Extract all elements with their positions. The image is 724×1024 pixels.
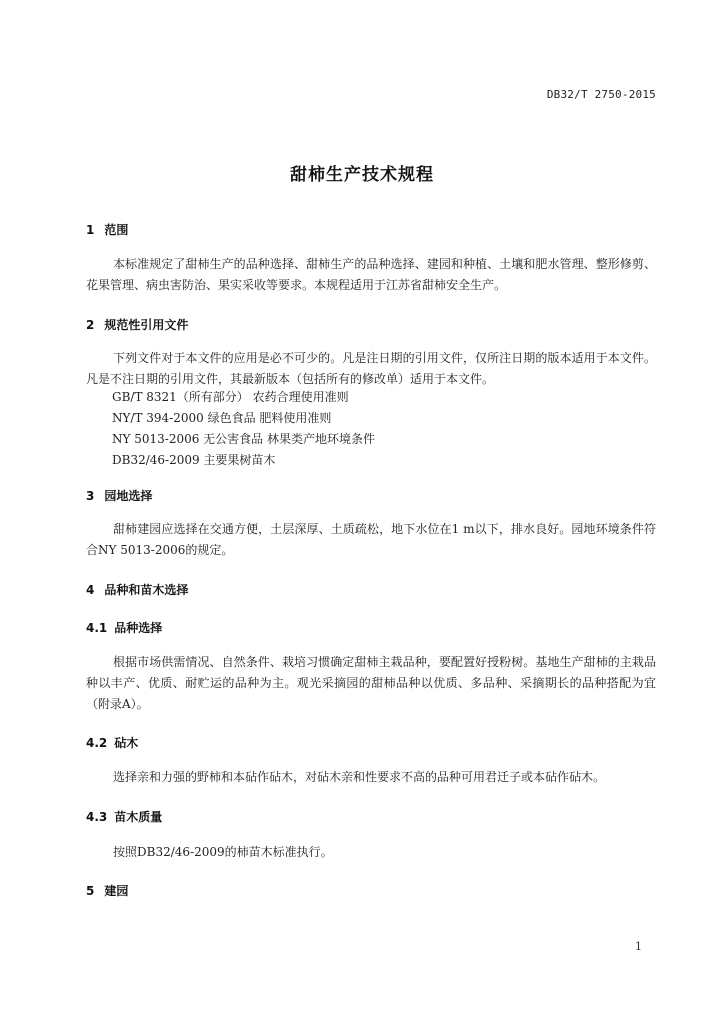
section-heading-4-1: [86, 619, 162, 636]
section-heading-3: [86, 487, 152, 504]
section-4-1-paragraph: 根据市场供需情况、自然条件、栽培习惯确定甜柿主栽品种，要配置好授粉树。基地生产甜柿的主栽品种以丰产、优质、耐贮运的品种为主。观光采摘园的甜柿品种以优质、多品种、采摘期长的品种搭配为宜（附录A）。: [86, 655, 656, 711]
section-title: 砧木: [114, 736, 139, 750]
section-heading-4: [86, 581, 188, 598]
reference-item: DB32/46-2009 主要果树苗木: [112, 453, 276, 467]
section-title: 范围: [104, 223, 129, 237]
section-4-3-paragraph: 按照DB32/46-2009的柿苗木标准执行。: [113, 845, 333, 859]
section-3-paragraph: 甜柿建园应选择在交通方便，土层深厚、土质疏松，地下水位在1 m以下，排水良好。园地环境条件符合NY 5013-2006的规定。: [86, 522, 656, 557]
section-heading-4-2: [86, 734, 138, 751]
document-code: DB32/T 2750-2015: [546, 88, 656, 101]
document-title: 甜柿生产技术规程: [290, 165, 434, 185]
section-heading-4-3: [86, 808, 162, 825]
section-4-2-paragraph: 选择亲和力强的野柿和本砧作砧木，对砧木亲和性要求不高的品种可用君迁子或本砧作砧木。: [113, 770, 606, 784]
section-1-paragraph: 本标准规定了甜柿生产的品种选择、甜柿生产的品种选择、建园和种植、土壤和肥水管理、整形修剪、花果管理、病虫害防治、果实采收等要求。本规程适用于江苏省甜柿安全生产。: [86, 257, 656, 292]
section-title: 苗木质量: [114, 810, 163, 824]
section-heading-1: [86, 221, 128, 238]
section-title: 园地选择: [104, 489, 153, 503]
section-heading-2: [86, 316, 188, 333]
section-title: 建园: [104, 884, 129, 898]
page-number: 1: [635, 940, 642, 953]
section-number: 3: [86, 489, 95, 503]
section-number: 2: [86, 318, 95, 332]
reference-list: [112, 387, 375, 471]
section-title: 品种选择: [114, 621, 163, 635]
section-heading-5: [86, 882, 128, 899]
section-number: 4.1: [86, 621, 108, 635]
section-number: 4.2: [86, 736, 108, 750]
reference-item: NY 5013-2006 无公害食品 林果类产地环境条件: [112, 432, 375, 446]
section-title: 规范性引用文件: [104, 318, 189, 332]
reference-item: GB/T 8321（所有部分） 农药合理使用准则: [112, 390, 349, 404]
section-number: 5: [86, 884, 95, 898]
section-number: 4.3: [86, 810, 108, 824]
section-number: 4: [86, 583, 95, 597]
section-2-paragraph: 下列文件对于本文件的应用是必不可少的。凡是注日期的引用文件，仅所注日期的版本适用于本文件。凡是不注日期的引用文件，其最新版本（包括所有的修改单）适用于本文件。: [86, 351, 656, 386]
section-title: 品种和苗木选择: [104, 583, 189, 597]
section-number: 1: [86, 223, 95, 237]
reference-item: NY/T 394-2000 绿色食品 肥料使用准则: [112, 411, 332, 425]
